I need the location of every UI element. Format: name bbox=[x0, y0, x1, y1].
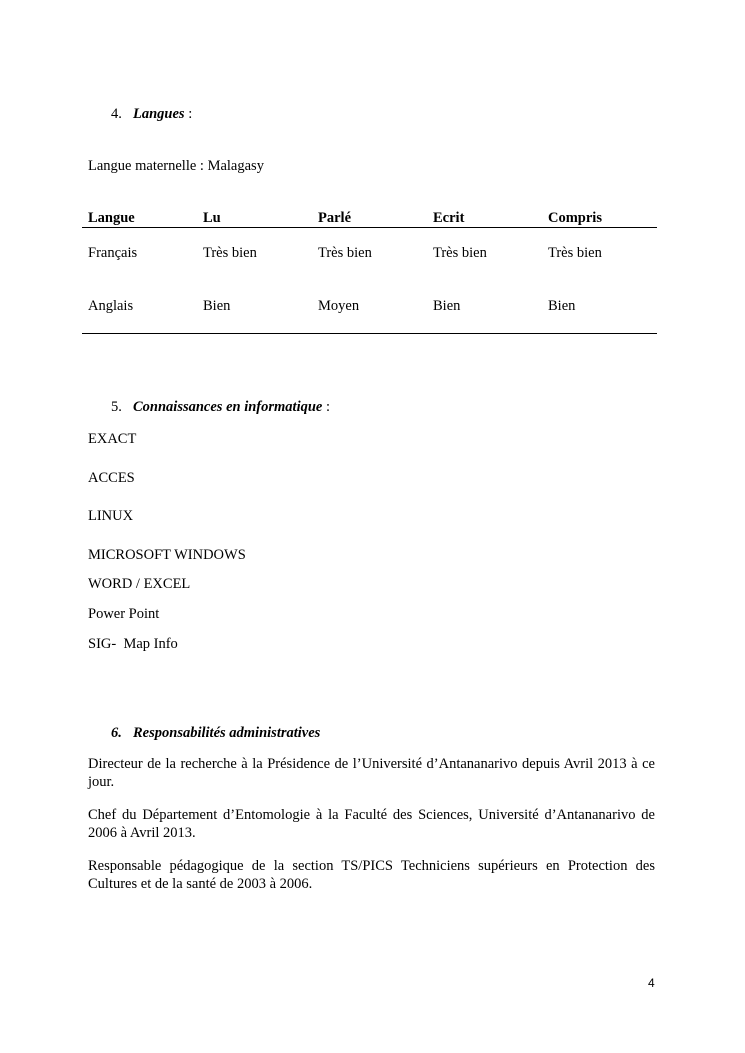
list-item: ACCES bbox=[88, 470, 135, 486]
admin-paragraph: Chef du Département d’Entomologie à la Faculté des Sciences, Université d’Antananarivo de 2006 à Avril 2013. bbox=[88, 807, 655, 841]
table-cell: Bien bbox=[203, 298, 231, 314]
admin-heading-title: Responsabilités administratives bbox=[133, 725, 321, 741]
table-header-ecrit: Ecrit bbox=[433, 210, 465, 226]
list-item: LINUX bbox=[88, 508, 134, 524]
table-cell: Français bbox=[88, 245, 138, 261]
mother-tongue: Langue maternelle : Malagasy bbox=[88, 158, 264, 174]
table-bottom-rule bbox=[82, 333, 657, 334]
languages-heading-title: Langues bbox=[133, 106, 185, 122]
table-cell: Bien bbox=[548, 298, 576, 314]
table-cell: Très bien bbox=[433, 245, 487, 261]
table-header-compris: Compris bbox=[548, 210, 602, 226]
computing-heading-number: 5. bbox=[111, 399, 122, 415]
table-cell: Très bien bbox=[203, 245, 257, 261]
languages-heading-suffix: : bbox=[184, 106, 193, 122]
admin-paragraph: Directeur de la recherche à la Présidence de l’Université d’Antananarivo depuis Avril 2013 à ce jour. bbox=[88, 756, 655, 790]
table-header-parle: Parlé bbox=[318, 210, 352, 226]
list-item: Power Point bbox=[88, 606, 160, 622]
table-cell: Très bien bbox=[318, 245, 372, 261]
admin-heading bbox=[111, 725, 320, 742]
list-item: WORD / EXCEL bbox=[88, 576, 191, 592]
computing-heading-title: Connaissances en informatique bbox=[133, 399, 323, 415]
computing-heading bbox=[111, 399, 330, 416]
list-item: EXACT bbox=[88, 431, 137, 447]
table-header-rule bbox=[82, 227, 657, 228]
page-number: 4 bbox=[648, 976, 655, 990]
table-header-langue: Langue bbox=[88, 210, 135, 226]
table-cell: Très bien bbox=[548, 245, 602, 261]
languages-heading bbox=[111, 106, 192, 123]
admin-heading-number: 6. bbox=[111, 725, 122, 741]
list-item: MICROSOFT WINDOWS bbox=[88, 547, 246, 563]
table-cell: Anglais bbox=[88, 298, 134, 314]
list-item: SIG- Map Info bbox=[88, 636, 178, 652]
table-header-lu: Lu bbox=[203, 210, 221, 226]
table-cell: Moyen bbox=[318, 298, 360, 314]
table-cell: Bien bbox=[433, 298, 461, 314]
languages-heading-number: 4. bbox=[111, 106, 122, 122]
admin-paragraph: Responsable pédagogique de la section TS/PICS Techniciens supérieurs en Protection des Cultures et de la santé de 2003 à 2006. bbox=[88, 858, 655, 892]
computing-heading-suffix: : bbox=[322, 399, 330, 415]
